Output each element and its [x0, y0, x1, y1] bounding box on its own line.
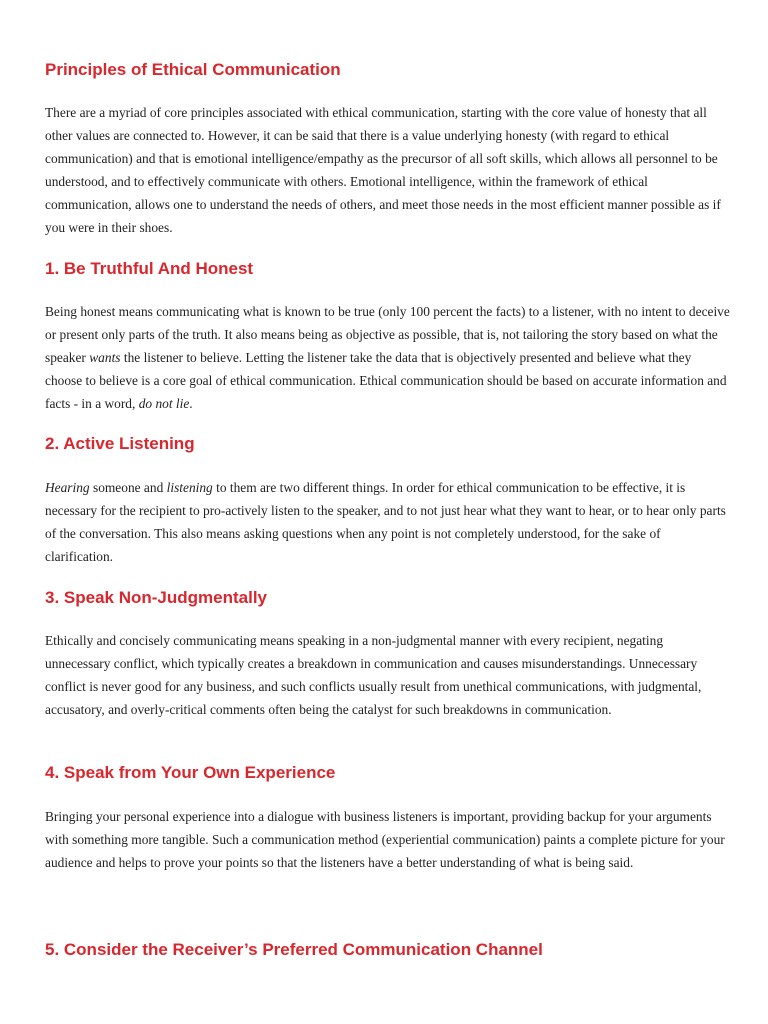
text-run: to them are two different things. In order for ethical communication to be effective, it is necessary for the recipient to pro-actively listen to the speaker, and to not just hear what they want to hear, or to hear only parts of the conversation. This also means asking questions when any point is not completely understood, for the sake of clarification.: [45, 480, 726, 564]
section-heading-3: 3. Speak Non-Judgmentally: [45, 588, 267, 607]
section-paragraph-4: Bringing your personal experience into a dialogue with business listeners is important, providing backup for your arguments with something more tangible. Such a communication method (experiential communication) paints a complete picture for your audience and helps to prove your points so that the listeners have a better understanding of what is being said.: [45, 809, 725, 870]
text-run: someone and: [89, 480, 167, 495]
intro-paragraph: There are a myriad of core principles associated with ethical communication, starting with the core value of honesty that all other values are connected to. However, it can be said that there is a value underlying honesty (with regard to ethical communication) and that is emotional intelligence/empathy as the precursor of all soft skills, which allows all personnel to be understood, and to effectively communicate with others. Emotional intelligence, within the framework of ethical communication, allows one to understand the needs of others, and meet those needs in the most efficient manner possible as if you were in their shoes.: [45, 105, 721, 235]
section-paragraph-1: [45, 301, 730, 416]
emphasis-text: Hearing: [45, 480, 90, 495]
section-heading-2: 2. Active Listening: [45, 434, 195, 453]
section-heading-5: 5. Consider the Receiver’s Preferred Communication Channel: [45, 940, 543, 959]
text-run: the listener to believe. Letting the listener take the data that is objectively presented and believe what they choose to believe is a core goal of ethical communication. Ethical communication should be based on accurate information and facts - in a word,: [45, 349, 727, 411]
page-title: Principles of Ethical Communication: [45, 60, 341, 79]
section-paragraph-3: Ethically and concisely communicating means speaking in a non-judgmental manner with every recipient, negating unnecessary conflict, which typically creates a breakdown in communication and causes misunderstandings. Unnecessary conflict is never good for any business, and such conflicts usually result from unethical communications, with judgmental, accusatory, and overly-critical comments often being the catalyst for such breakdowns in communication.: [45, 633, 702, 717]
section-heading-1: 1. Be Truthful And Honest: [45, 259, 254, 278]
text-run: .: [189, 395, 193, 411]
emphasis-text: wants: [89, 349, 121, 365]
emphasis-text: do not lie: [138, 395, 190, 411]
text-run: Being honest means communicating what is known to be true (only 100 percent the facts) to a listener, with no intent to deceive or present only parts of the truth. It also means being as objective as possible, that is, not tailoring the story based on what the speaker: [45, 304, 730, 365]
emphasis-text: listening: [166, 480, 213, 495]
section-heading-4: 4. Speak from Your Own Experience: [45, 763, 336, 782]
section-paragraph-2: [45, 477, 730, 569]
